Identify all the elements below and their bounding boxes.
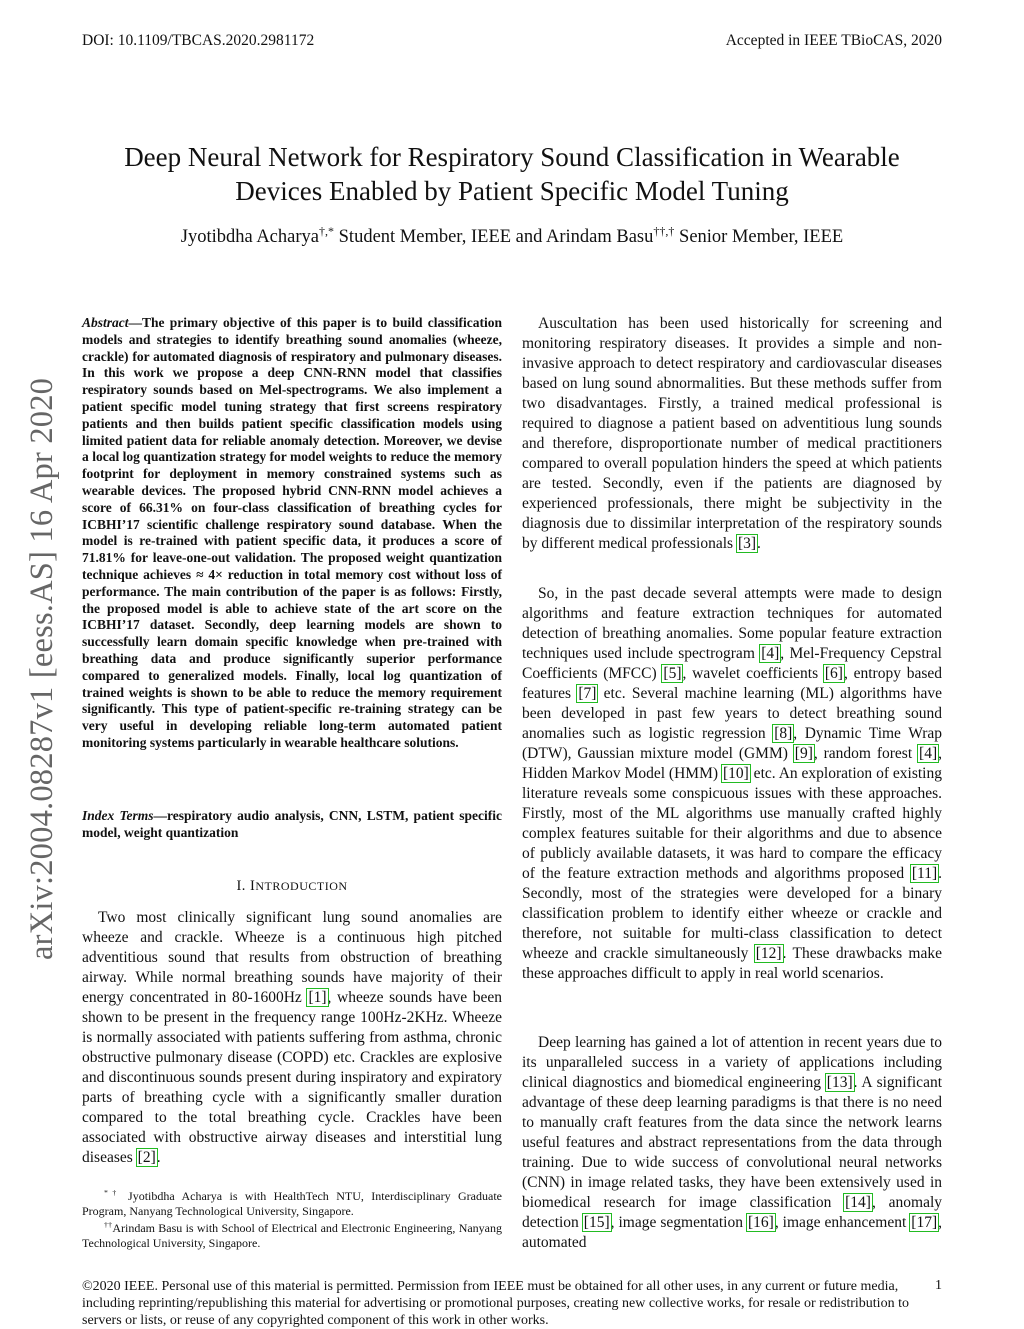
text-run: , image enhancement xyxy=(774,1214,911,1231)
citation-link[interactable]: [1] xyxy=(308,989,327,1006)
footnote-text: Jyotibdha Acharya is with HealthTech NTU, Interdisciplinary Graduate Program, Nanyang Technological University, Singapore. xyxy=(82,1189,502,1218)
text-run: , anomaly detection xyxy=(522,1194,942,1231)
text-run: , wheeze sounds have been shown to be present in the frequency range 100Hz-2KHz. Wheeze is normally associated with patients suffering from asthma, chronic obstructive pulmonary disease (COPD) etc. Crackles are explosive and discontinuous sounds present during inspiratory and expiratory parts of breathing cycle with a significantly smaller duration compared to the total breathing cycle. Crackles have been associated with obstructive airway diseases and interstitial lung diseases xyxy=(82,989,503,1166)
author-1-mark: †,* xyxy=(318,224,335,238)
copyright-notice: ©2020 IEEE. Personal use of this material is permitted. Permission from IEEE must be obtained for all other uses, in any current or future media, including reprinting/republishing this material for advertising or promotional purposes, creating new collective works, for resale or redistribution to servers or lists, or reuse of any copyrighted component of this work in other works. xyxy=(82,1279,909,1328)
index-terms-label: Index Terms xyxy=(82,808,154,823)
text-run: , Mel-Frequency Cepstral Coefficients (MFCC) xyxy=(522,645,942,682)
author-line xyxy=(60,224,964,248)
footnote-mark: †† xyxy=(104,1220,113,1229)
citation-link[interactable]: [9] xyxy=(794,745,813,762)
citation-link[interactable]: [8] xyxy=(774,725,793,742)
index-terms xyxy=(82,808,502,842)
author-2-mark: ††,† xyxy=(653,224,675,238)
text-run: . xyxy=(757,535,761,552)
citation-link[interactable]: [7] xyxy=(578,685,597,702)
text-run: , wavelet coefficients xyxy=(682,665,824,682)
citation-link[interactable]: [13] xyxy=(826,1074,853,1091)
doi-header: DOI: 10.1109/TBCAS.2020.2981172 xyxy=(82,32,315,49)
citation-link[interactable]: [15] xyxy=(583,1214,610,1231)
citation-link[interactable]: [5] xyxy=(663,665,682,682)
text-run: . xyxy=(156,1149,161,1166)
section-numeral: I. I xyxy=(236,878,256,894)
citation-link[interactable]: [14] xyxy=(845,1194,871,1211)
section-heading-introduction xyxy=(82,878,502,895)
page-number: 1 xyxy=(935,1278,942,1293)
text-run: Deep learning has gained a lot of attention in recent years due to its unparalleled success in a variety of applications including clinical diagnostics and biomedical engineering xyxy=(522,1034,942,1091)
section-title-rest: NTRODUCTION xyxy=(255,879,348,893)
intro-paragraph-3 xyxy=(522,584,942,984)
text-run: . Secondly, most of the strategies were developed for a binary classification problem to identify either wheeze or crackle and therefore, not suitable for multi-class classification to detect wheeze and crackle simultaneously xyxy=(522,865,942,962)
author-1-name: Jyotibdha Acharya xyxy=(180,227,319,248)
citation-link[interactable]: [17] xyxy=(911,1214,938,1231)
text-run: So, in the past decade several attempts were made to design algorithms and feature extraction techniques for automated detection of breathing anomalies. Some popular feature extraction techniques used include spectrogram xyxy=(522,585,942,662)
intro-paragraph-4 xyxy=(522,1033,942,1253)
arxiv-stamp: arXiv:2004.08287v1 [eess.AS] 16 Apr 2020 xyxy=(24,377,60,960)
footnote-mark: *† xyxy=(104,1188,121,1197)
text-run: , automated xyxy=(522,1214,942,1251)
footnote-2 xyxy=(82,1218,502,1250)
citation-link[interactable]: [12] xyxy=(755,945,782,962)
text-run: , image segmentation xyxy=(610,1214,747,1231)
abstract-text: —The primary objective of this paper is to build classification models and strategies to identify breathing sound anomalies (wheeze, crackle) for automated diagnosis of respiratory and pulmonary diseases. In this work we propose a deep CNN-RNN model that classifies respiratory sounds based on Mel-spectrograms. We also implement a patient specific model tuning strategy that first screens respiratory patients and then builds patient specific classification models using limited patient data for reliable anomaly detection. Moreover, we devise a local log quantization strategy for model weights to reduce the memory footprint for deployment in memory constrained systems such as wearable devices. The proposed hybrid CNN-RNN model achieves a score of 66.31% on four-class classification of breathing cycles for ICBHI’17 scientific challenge respiratory sound database. When the model is re-trained with patient specific data, it produces a score of 71.81% for leave-one-out validation. The proposed weight quantization technique achieves ≈ 4× reduction in total memory cost without loss of performance. The main contribution of the paper is as follows: Firstly, the proposed model is able to achieve state of the art score on the ICBHI’17 dataset. Secondly, deep learning models are shown to successfully learn domain specific knowledge when pre-trained with breathing data and produce significantly superior performance compared to generalized models. Finally, local log quantization of trained weights is shown to be able to reduce the memory requirement significantly. This type of patient-specific re-training strategy can be very useful in developing reliable long-term automated patient monitoring systems particularly in wearable healthcare solutions. xyxy=(82,315,502,750)
text-run: . These drawbacks make these approaches difficult to apply in real world scenarios. xyxy=(522,945,943,982)
footnote-text: Arindam Basu is with School of Electrical and Electronic Engineering, Nanyang Technological University, Singapore. xyxy=(82,1221,503,1250)
author-1-role: Student Member, IEEE and Arindam Basu xyxy=(334,227,654,248)
footnote-1 xyxy=(82,1186,502,1218)
citation-link[interactable]: [4] xyxy=(919,745,938,762)
title-line-2: Devices Enabled by Patient Specific Model Tuning xyxy=(235,176,789,206)
text-run: Auscultation has been used historically for screening and monitoring respiratory diseases. It provides a simple and non-invasive approach to detect respiratory and cardiovascular diseases based on lung sound abnormalities. But these methods suffer from two disadvantages. Firstly, a trained medical professional is required to diagnose a patient based on adventitious lung sounds and therefore, disproportionate number of medical practitioners compared to overall population hinders the speed at which patients are tested. Secondly, even if the patients are diagnosed by experienced professionals, there might be subjectivity in the diagnosis due to dissimilar interpretation of the respiratory sounds by different medical professionals xyxy=(522,315,942,552)
text-run: etc. An exploration of existing literature reveals some conspicuous issues with these approaches. Firstly, most of the ML algorithms use manually crafted highly complex features suitable for their algorithms and due to absence of publicly available datasets, it was hard to compare the efficacy of the feature extraction methods and algorithms proposed xyxy=(522,765,942,882)
citation-link[interactable]: [11] xyxy=(911,865,938,882)
citation-link[interactable]: [10] xyxy=(722,765,749,782)
intro-paragraph-1 xyxy=(82,908,502,1168)
text-run: etc. Several machine learning (ML) algorithms have been developed in past few years to detect breathing sound anomalies such as logistic regression xyxy=(522,685,942,742)
citation-link[interactable]: [16] xyxy=(747,1214,774,1231)
citation-link[interactable]: [3] xyxy=(737,535,757,552)
citation-link[interactable]: [6] xyxy=(824,665,843,682)
index-terms-text: —respiratory audio analysis, CNN, LSTM, patient specific model, weight quantization xyxy=(82,808,502,840)
venue-header: Accepted in IEEE TBioCAS, 2020 xyxy=(725,32,942,49)
intro-paragraph-2 xyxy=(522,314,942,554)
text-run: , entropy based features xyxy=(522,665,942,702)
text-run: , random forest xyxy=(813,745,919,762)
text-run: , Hidden Markov Model (HMM) xyxy=(522,745,942,782)
text-run: , Dynamic Time Wrap (DTW), Gaussian mixture model (GMM) xyxy=(522,725,942,762)
text-run: . A significant advantage of these deep learning paradigms is that there is no need to manually craft features from the data since the network learns useful features and abstract representations from the data through training. Due to wide success of convolutional neural networks (CNN) in image related tasks, they have been extensively used in biomedical research for image classification xyxy=(522,1074,942,1211)
abstract-label: Abstract xyxy=(82,315,129,330)
citation-link[interactable]: [4] xyxy=(761,645,780,662)
paper-title xyxy=(60,140,964,208)
title-line-1: Deep Neural Network for Respiratory Sound Classification in Wearable xyxy=(124,142,900,172)
abstract xyxy=(82,315,502,752)
author-2-role: Senior Member, IEEE xyxy=(674,227,844,248)
citation-link[interactable]: [2] xyxy=(137,1149,156,1166)
text-run: Two most clinically significant lung sound anomalies are wheeze and crackle. Wheeze is a continuous high pitched adventitious sound that results from obstruction of breathing airway. While normal breathing sounds have majority of their energy concentrated in 80-1600Hz xyxy=(82,909,502,1006)
